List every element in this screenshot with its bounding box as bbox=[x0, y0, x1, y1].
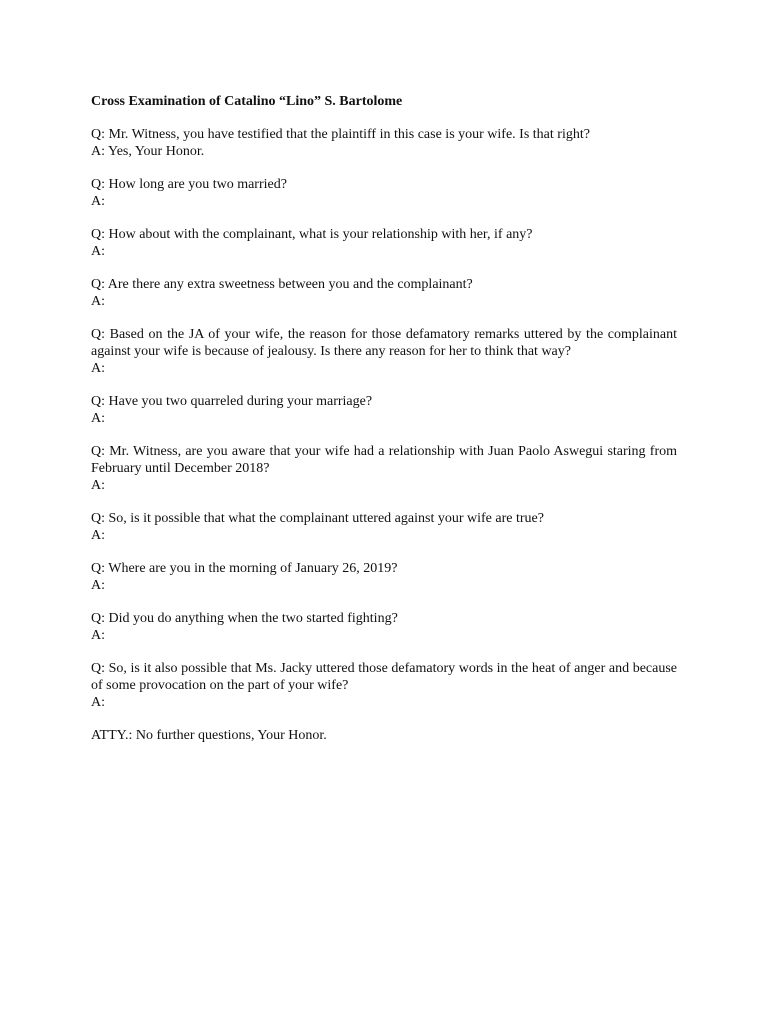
qa-item-3 bbox=[91, 226, 677, 260]
question-text: Q: Based on the JA of your wife, the reason for those defamatory remarks uttered by the complainant against your wife is because of jealousy. Is there any reason for her to think that way? bbox=[91, 327, 677, 359]
question-text: Q: Are there any extra sweetness between you and the complainant? bbox=[91, 277, 473, 292]
qa-item-5 bbox=[91, 326, 677, 377]
qa-item-4 bbox=[91, 276, 677, 310]
closing-statement: ATTY.: No further questions, Your Honor. bbox=[91, 728, 327, 743]
question-text: Q: Did you do anything when the two started fighting? bbox=[91, 611, 398, 626]
document-page bbox=[91, 93, 677, 744]
question-text: Q: Mr. Witness, you have testified that the plaintiff in this case is your wife. Is that right? bbox=[91, 127, 590, 142]
question-text: Q: Mr. Witness, are you aware that your wife had a relationship with Juan Paolo Aswegui staring from February until December 2018? bbox=[91, 444, 677, 476]
answer-text: A: bbox=[91, 628, 105, 643]
answer-text: A: bbox=[91, 361, 105, 376]
qa-item-9 bbox=[91, 560, 677, 594]
answer-text: A: bbox=[91, 695, 105, 710]
answer-text: A: bbox=[91, 411, 105, 426]
document-title: Cross Examination of Catalino “Lino” S. Bartolome bbox=[91, 94, 403, 109]
qa-item-2 bbox=[91, 176, 677, 210]
answer-text: A: bbox=[91, 294, 105, 309]
question-text: Q: Where are you in the morning of January 26, 2019? bbox=[91, 561, 398, 576]
answer-text: A: bbox=[91, 578, 105, 593]
question-text: Q: How long are you two married? bbox=[91, 177, 287, 192]
question-text: Q: Have you two quarreled during your marriage? bbox=[91, 394, 373, 409]
answer-text: A: Yes, Your Honor. bbox=[91, 144, 205, 159]
qa-item-10 bbox=[91, 610, 677, 644]
qa-item-7 bbox=[91, 443, 677, 494]
question-text: Q: So, is it also possible that Ms. Jacky uttered those defamatory words in the heat of anger and because of some provocation on the part of your wife? bbox=[91, 661, 677, 693]
answer-text: A: bbox=[91, 478, 105, 493]
qa-item-6 bbox=[91, 393, 677, 427]
question-text: Q: So, is it possible that what the complainant uttered against your wife are true? bbox=[91, 511, 544, 526]
qa-item-1 bbox=[91, 126, 677, 160]
qa-item-11 bbox=[91, 660, 677, 711]
question-text: Q: How about with the complainant, what is your relationship with her, if any? bbox=[91, 227, 533, 242]
answer-text: A: bbox=[91, 528, 105, 543]
qa-item-8 bbox=[91, 510, 677, 544]
answer-text: A: bbox=[91, 194, 105, 209]
answer-text: A: bbox=[91, 244, 105, 259]
